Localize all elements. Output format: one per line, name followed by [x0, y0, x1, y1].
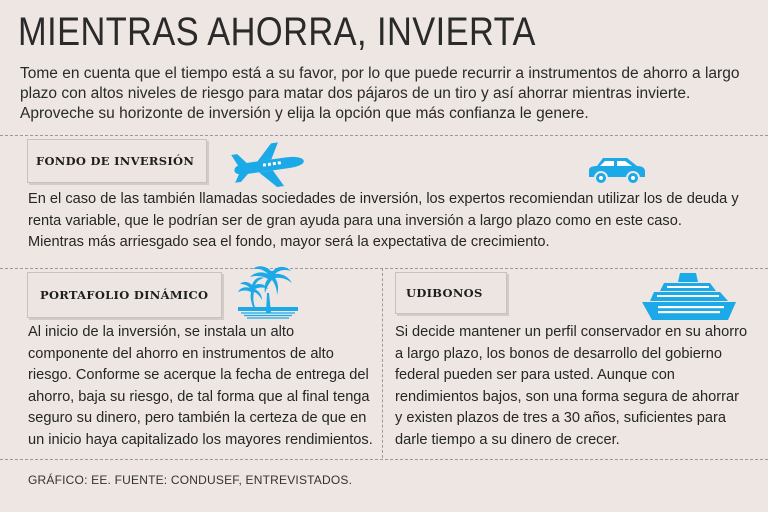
label-udibonos: UDIBONOS	[395, 272, 507, 314]
airplane-icon	[228, 140, 308, 190]
divider-middle	[0, 268, 768, 269]
credit-line: GRÁFICO: EE. FUENTE: CONDUSEF, ENTREVISTADOS.	[28, 473, 353, 487]
page-title: MIENTRAS AHORRA, INVIERTA	[18, 10, 536, 54]
label-portafolio-dinamico: PORTAFOLIO DINÁMICO	[27, 272, 222, 318]
divider-bottom	[0, 459, 768, 460]
label-fondo-inversion: FONDO DE INVERSIÓN	[27, 139, 207, 183]
portafolio-dinamico-text: Al inicio de la inversión, se instala un alto componente del ahorro en instrumentos de alto riesgo. Conforme se acerque la fecha de entrega del ahorro, baja su riesgo, de tal forma que al final tenga seguro su dinero, pero también la certeza de que en un inicio haya capitalizado los mayores rendimientos.	[28, 324, 373, 448]
divider-vertical	[382, 268, 383, 458]
udibonos-text: Si decide mantener un perfil conservador en su ahorro a largo plazo, los bonos de desarrollo del gobierno federal pueden ser para usted. Aunque con rendimientos bajos, son una forma segura de ahorrar y existen plazos de tres a 30 años, suficientes para darle tiempo a su dinero de crecer.	[395, 324, 748, 448]
intro-text: Tome en cuenta que el tiempo está a su favor, por lo que puede recurrir a instrumentos de ahorro a largo plazo con altos niveles de riesgo para matar dos pájaros de un tiro y así ahorrar mientras invierte. Aproveche su horizonte de inversión y elija la opción que más confianza le genere.	[20, 65, 740, 122]
cruise-ship-icon	[640, 270, 738, 322]
car-icon	[585, 155, 647, 187]
divider-top	[0, 135, 768, 136]
fondo-inversion-text: En el caso de las también llamadas sociedades de inversión, los expertos recomiendan utilizar los de deuda y renta variable, que le podrían ser de gran ayuda para una inversión a largo plazo como en este caso. Mientras más arriesgado sea el fondo, mayor será la expectativa de crecimiento.	[28, 191, 739, 250]
palm-island-icon	[235, 257, 301, 321]
